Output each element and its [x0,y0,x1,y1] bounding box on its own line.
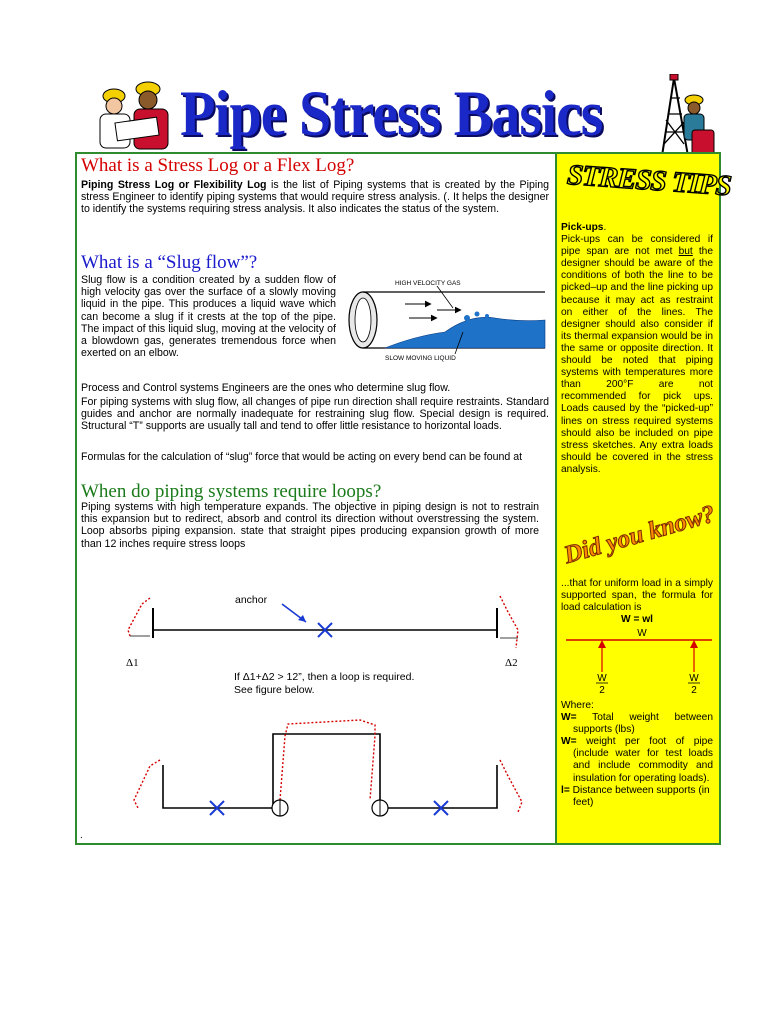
page-title: Pipe Stress Basics [180,76,603,150]
reaction-right-denominator: 2 [691,685,697,696]
reaction-left-numerator: W [597,673,607,684]
engineers-clipart [90,76,185,152]
load-formula: W = wl [621,614,653,625]
delta-2-label: Δ2 [505,657,518,669]
def-distance: l= Distance between supports (in feet) [561,784,710,808]
def-weight-per-foot: W= weight per foot of pipe (include water for test loads and include commodity and insulation for operating loads). [561,736,713,784]
slug-flow-paragraph-4: Formulas for the calculation of “slug” force that would be acting on every bend can be found at [81,451,523,463]
where-label: Where: [561,700,594,711]
reaction-right-numerator: W [689,673,699,684]
pickups-but: but [678,246,693,258]
oil-rig-worker-clipart [648,74,716,160]
loops-paragraph: Piping systems with high temperature expands. The objective in piping design is not to restrain this expansion but to redirect, absorb and control its direction without overstressing the system. Loop absorbs piping expansion. state that straight pipes producing expansion growth of more than 12 inches require stress loops [81,501,539,550]
pickups-text: Pick-ups. Pick-ups can be considered if pipe span are not met but the designer should be aware of the conditions of both the line to be picked–up and the line picking up because it may act as restraint on either of the lines. The designer should also consider if its thermal expansion would be in the same or opposite direction. It should be noted that piping systems with temperatures more than 200°F are not recommended for pick ups. Loads caused by the “picked-up” lines on stress required systems should also be included on pipe stress sketches. Any extra loads should be covered in the stress analysis. [561,222,714,475]
pickups-heading: Pick-ups [561,222,604,233]
reaction-left-denominator: 2 [599,685,605,696]
did-you-know-banner: Did you know? [561,500,719,570]
section-heading-loops: When do piping systems require loops? [81,481,382,502]
anchor-label: anchor [235,594,268,606]
loop-note-line-1: If Δ1+Δ2 > 12”, then a loop is required. [234,671,415,683]
load-diagram [562,626,716,696]
section-heading-slug-flow: What is a “Slug flow”? [81,252,258,273]
stress-tips-banner: STRESS TIPS [566,158,732,203]
definitions [561,700,713,809]
stress-log-body: is the list of Piping systems that is created by the Piping stress Engineer to identify piping systems that would require stress analysis. (. It helps the designer to identify the systems requiring stress analysis. It also indicates the status of the system. [81,179,550,216]
slug-flow-figure [345,274,553,372]
load-w-label: W [637,628,647,639]
slug-flow-paragraph-1: Slug flow is a condition created by a sudden flow of high velocity gas over the surface of a slowly moving liquid in the pipe. This produces a liquid wave which can become a slug if it crests at the top of the pipe. The impact of this liquid slug, moving at the velocity of a blowdown gas, generates tremendous force when exerted on an elbow. [81,274,336,360]
slug-flow-paragraph-3: For piping systems with slug flow, all changes of pipe run direction shall require restraints. Standard guides and anchor are normally inadequate for restraining slug flow. Special design is required. Structural “T” supports are usually tall and tend to offer little resistance to horizontal loads. [81,396,549,433]
expansion-loop-diagram [120,590,540,825]
section-heading-stress-log: What is a Stress Log or a Flex Log? [81,155,355,176]
def-total-weight: W= Total weight between supports (lbs) [561,712,713,736]
slug-flow-paragraph-2: Process and Control systems Engineers are the ones who determine slug flow. [81,382,451,394]
did-you-know-text: ...that for uniform load in a simply supported span, the formula for load calculation is [561,578,713,614]
stress-log-paragraph [81,179,549,216]
label-high-velocity-gas: HIGH VELOCITY GAS [395,280,461,287]
stress-log-bold-lead: Piping Stress Log or Flexibility Log [81,179,267,191]
loop-note-line-2: See figure below. [234,684,315,696]
footnote-mark: . [80,830,83,841]
delta-1-label: Δ1 [126,657,139,669]
label-slow-moving-liquid: SLOW MOVING LIQUID [385,355,456,362]
